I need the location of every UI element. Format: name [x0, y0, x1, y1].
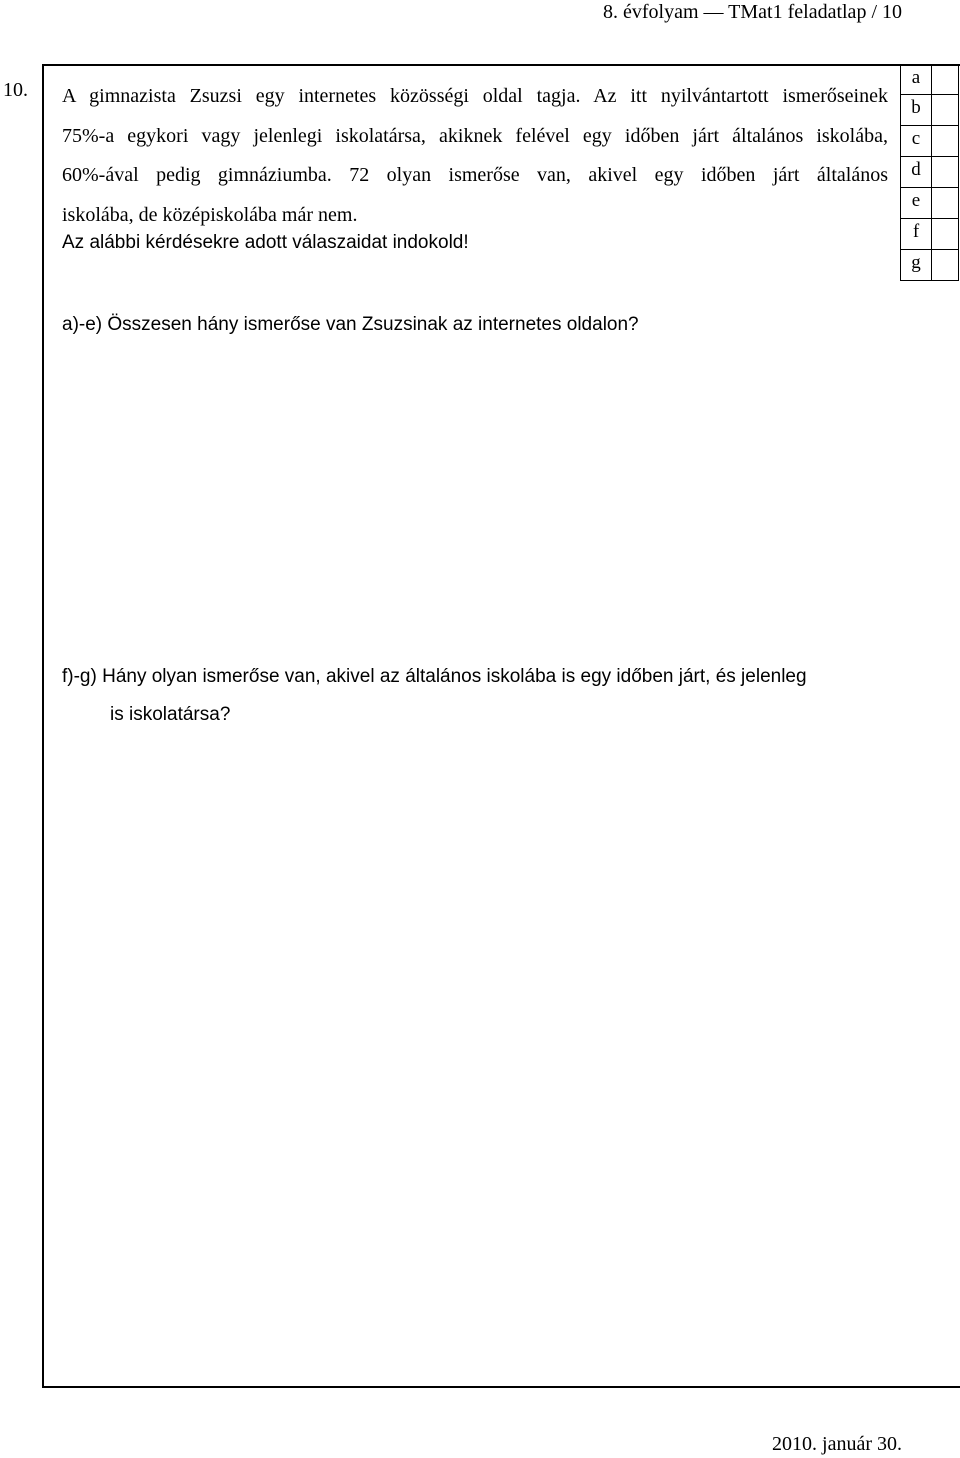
footer-date: 2010. január 30. — [772, 1433, 902, 1455]
task-intro — [62, 77, 888, 235]
score-box[interactable] — [932, 157, 958, 187]
score-label: e — [901, 188, 932, 218]
score-row — [901, 157, 958, 188]
score-table — [900, 64, 959, 281]
score-box[interactable] — [932, 250, 958, 280]
score-row — [901, 95, 958, 126]
score-label: b — [901, 95, 932, 125]
score-row — [901, 219, 958, 250]
question-f-g — [62, 658, 892, 734]
score-box[interactable] — [932, 95, 958, 125]
task-intro-line: 60%-ával pedig gimnáziumba. 72 olyan ismerőse van, akivel egy időben járt általános — [62, 164, 888, 186]
question-f-g-line2: is iskolatársa? — [110, 704, 231, 725]
score-box[interactable] — [932, 219, 958, 249]
score-row — [901, 126, 958, 157]
score-box[interactable] — [932, 188, 958, 218]
score-row — [901, 250, 958, 281]
task-intro-line: 75%-a egykori vagy jelenlegi iskolatársa, akiknek felével egy időben járt általános iskolába, — [62, 124, 888, 147]
task-intro-line: A gimnazista Zsuzsi egy internetes közösségi oldal tagja. Az itt nyilvántartott ismerőseinek — [62, 85, 888, 107]
score-row — [901, 64, 958, 95]
question-a-e: a)-e) Összesen hány ismerőse van Zsuzsinak az internetes oldalon? — [62, 314, 639, 335]
page-header: 8. évfolyam — TMat1 feladatlap / 10 — [603, 1, 902, 23]
score-label: d — [901, 157, 932, 187]
score-label: c — [901, 126, 932, 156]
task-intro-line: iskolába, de középiskolába már nem. — [62, 203, 358, 226]
score-row — [901, 188, 958, 219]
score-label: f — [901, 219, 932, 249]
task-number: 10. — [3, 79, 28, 101]
question-f-g-line1: f)-g) Hány olyan ismerőse van, akivel az általános iskolába is egy időben járt, és jelenleg — [62, 666, 807, 687]
score-box[interactable] — [932, 126, 958, 156]
score-box[interactable] — [932, 65, 958, 94]
task-instruction: Az alábbi kérdésekre adott válaszaidat indokold! — [62, 232, 469, 253]
score-label: g — [901, 250, 932, 280]
score-label: a — [901, 65, 932, 94]
